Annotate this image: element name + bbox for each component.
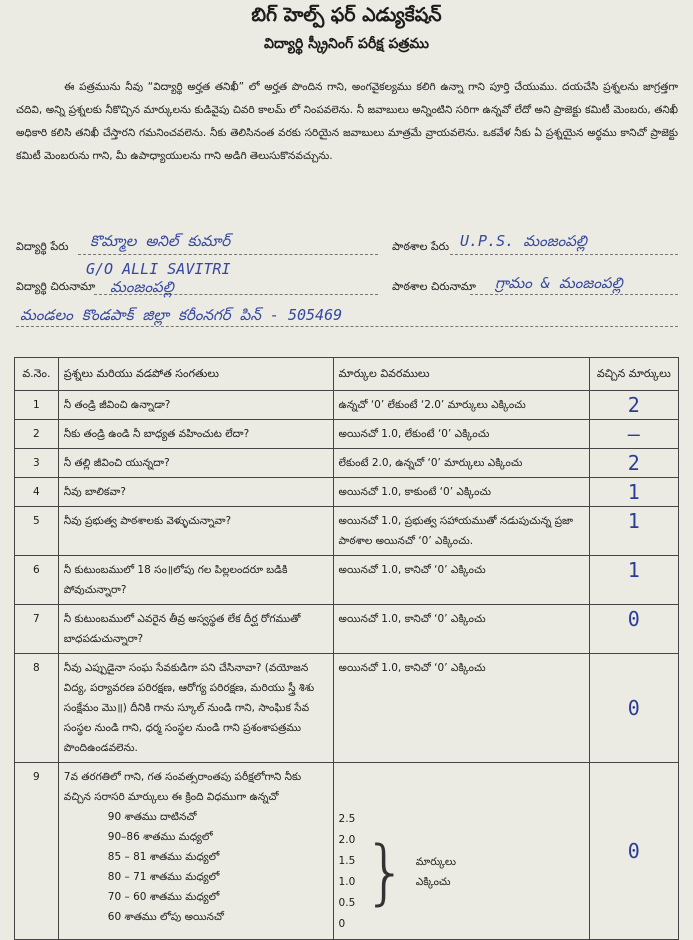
marks-rule: ఉన్నచో ‘0’ లేకుంటే ‘2.0’ మార్కులు ఎక్కించు [333, 391, 589, 420]
student-name-label: విద్యార్థి పేరు [16, 240, 69, 253]
brace-icon: } [363, 831, 408, 913]
score-cell[interactable]: 2 [589, 391, 678, 420]
table-row [15, 605, 679, 654]
range-item: 80 – 71 శాతము మధ్యలో [107, 871, 220, 883]
table-row [15, 763, 679, 940]
marks-rule: అయినచో 1.0, కాకుంటే ‘0’ ఎక్కించు [333, 478, 589, 507]
header-questions: ప్రశ్నలు మరియు వడపోత సంగతులు [58, 358, 333, 391]
row-number: 9 [15, 763, 59, 940]
score-cell[interactable]: 1 [589, 507, 678, 556]
score-cell[interactable]: 1 [589, 556, 678, 605]
student-address-label: విద్యార్థి చిరునామా [16, 280, 96, 293]
question-text: నీ కుటుంబములో 18 సం॥లోపు గల పిల్లలందరూ బడికి పోవుచున్నారా? [58, 556, 333, 605]
question-text: నీ తండ్రి జీవించి ఉన్నాడా? [58, 391, 333, 420]
question-9-cell [58, 763, 333, 940]
header-marks-obtained: వచ్చిన మార్కులు [589, 358, 678, 391]
table-row [15, 420, 679, 449]
score-cell[interactable]: 1 [589, 478, 678, 507]
row-number: 8 [15, 654, 59, 763]
mark-value: 1.5 [338, 855, 356, 867]
marks-rule [333, 763, 589, 940]
question-text: నీ తల్లి జీవించి యున్నదా? [58, 449, 333, 478]
question-text: నీవు ప్రభుత్వ పాఠశాలకు వెళ్ళుచున్నావా? [58, 507, 333, 556]
screening-table [14, 357, 679, 940]
score-cell[interactable]: — [589, 420, 678, 449]
marks-rule: అయినచో 1.0, కానిచో ‘0’ ఎక్కించు [333, 556, 589, 605]
score-cell[interactable]: 0 [589, 654, 678, 763]
marks-rule: అయినచో 1.0, ప్రభుత్వ సహాయముతో నడుపుచున్న ప్రజా పాఠశాల అయినచో ‘0’ ఎక్కించు. [333, 507, 589, 556]
table-row [15, 391, 679, 420]
row-number: 6 [15, 556, 59, 605]
table-row [15, 449, 679, 478]
question-text: నీవు ఎప్పుడైనా సంఘ సేవకుడిగా పని చేసినావా? (వయోజన విద్య, పర్యావరణ పరిరక్షణ, ఆరోగ్య పరిరక్షణ, మరియు స్త్రీ శిశు సంక్షేమం మొ॥) దీనికి గాను స్కూల్ నుండి గాని, సాంఘిక సేవ సంస్థల నుండి గాని, ధర్మ సంస్థల నుండి గాని ప్రశంశాపత్రము పొందిఉండవలెను. [58, 654, 333, 763]
range-item: 90–86 శాతము మధ్యలో [107, 831, 213, 843]
row-number: 5 [15, 507, 59, 556]
marks-rule: అయినచో 1.0, కానిచో ‘0’ ఎక్కించు [333, 605, 589, 654]
school-name-label: పాఠశాల పేరు [392, 240, 450, 253]
question-text: నీ కుటుంబములో ఎవరైన తీవ్ర అస్వస్థత లేక దీర్ఘ రోగముతో బాధపడుచున్నారా? [58, 605, 333, 654]
percentage-ranges [64, 807, 328, 927]
mark-value: 2.5 [338, 813, 356, 825]
table-row [15, 507, 679, 556]
marks-rule: అయినచో 1.0, లేకుంటే ‘0’ ఎక్కించు [333, 420, 589, 449]
mark-value: 0.5 [338, 897, 356, 909]
row-number: 1 [15, 391, 59, 420]
question-text: నీకు తండ్రి ఉండి నీ బాధ్యత వహించుట లేదా? [58, 420, 333, 449]
header-marks-details: మార్కుల వివరములు [333, 358, 589, 391]
mark-value: 0 [338, 918, 346, 930]
score-cell[interactable]: 0 [589, 605, 678, 654]
table-header-row [15, 358, 679, 391]
table-row [15, 556, 679, 605]
form-title: విద్యార్థి స్క్రీనింగ్ పరీక్ష పత్రము [264, 36, 429, 52]
table-row [15, 478, 679, 507]
marks-values [339, 809, 356, 935]
score-cell[interactable]: 0 [589, 763, 678, 940]
table-row [15, 654, 679, 763]
score-cell[interactable]: 2 [589, 449, 678, 478]
row-number: 4 [15, 478, 59, 507]
row-number: 3 [15, 449, 59, 478]
marks-rule: అయినచో 1.0, కానిచో ‘0’ ఎక్కించు [333, 654, 589, 763]
student-name-value[interactable]: కొమ్మాల అనిల్ కుమార్ [90, 232, 231, 250]
mark-value: 2.0 [338, 834, 356, 846]
guardian-value[interactable]: G/O ALLI SAVITRI [86, 260, 231, 278]
question-text: 7వ తరగతిలో గాని, గత సంవత్సరాంతపు పరీక్షలోగాని నీకు వచ్చిన సరాసరి మార్కులు ఈ క్రింది విధముగా ఉన్నచో [63, 771, 302, 803]
school-address-label: పాఠశాల చిరునామా [392, 280, 476, 293]
organization-title: బిగ్ హెల్ప్ ఫర్ ఎడ్యుకేషన్ [251, 4, 442, 26]
school-name-value[interactable]: U.P.S. మంజంపల్లి [460, 232, 587, 250]
mark-value: 1.0 [338, 876, 356, 888]
marks-label: మార్కులు ఎక్కించు [415, 856, 456, 888]
instructions-paragraph: ఈ పత్రమును నీవు “విద్యార్థి అర్హత తనిఖీ” లో అర్హత పొందిన గాని, అంగవైకల్యము కలిగి ఉన్నా గాని పూర్తి చేయుము. దయచేసి ప్రశ్నలను జాగ్రత్తగా చదివి, అన్ని ప్రశ్నలకు నీకొచ్చిన మార్కులను కుడివైపు చివరి కాలమ్ లో నింపవలెను. నీ జవాబులు అన్నింటిని సరిగా ఉన్నవో లేదో అని ప్రాజెక్టు కమిటీ మెంబరు, తనిఖీ అధికారి కలిసి తనిఖీ చేస్తారని గమనించవలెను. నీకు తెలిసినంత వరకు సరియైన జవాబులు మాత్రమే వ్రాయవలెను. ఒకవేళ నీకు ఏ ప్రశ్నయైన అర్థము కానిచో ప్రాజెక్టు కమిటీ మెంబరును గాని, మీ ఉపాధ్యాయులను గాని అడిగి తెలుసుకొనవచ్చును. [16, 81, 678, 162]
range-item: 85 – 81 శాతము మధ్యలో [107, 851, 220, 863]
range-item: 70 – 60 శాతము మధ్యలో [107, 891, 220, 903]
student-address-value[interactable]: మంజంపల్లి [110, 278, 174, 296]
address-line2-value[interactable]: మండలం కొండపాక్ జిల్లా కరీంనగర్ పిన్ - 505469 [20, 306, 343, 324]
range-item: 60 శాతము లోపు అయినచో [107, 911, 224, 923]
question-text: నీవు బాలికవా? [58, 478, 333, 507]
marks-rule: లేకుంటే 2.0, ఉన్నచో ‘0’ మార్కులు ఎక్కించు [333, 449, 589, 478]
row-number: 7 [15, 605, 59, 654]
school-address-value[interactable]: గ్రామం & మంజంపల్లి [495, 274, 623, 292]
row-number: 2 [15, 420, 59, 449]
header-serial: వ.నెం. [15, 358, 59, 391]
range-item: 90 శాతము దాటినచో [107, 811, 197, 823]
